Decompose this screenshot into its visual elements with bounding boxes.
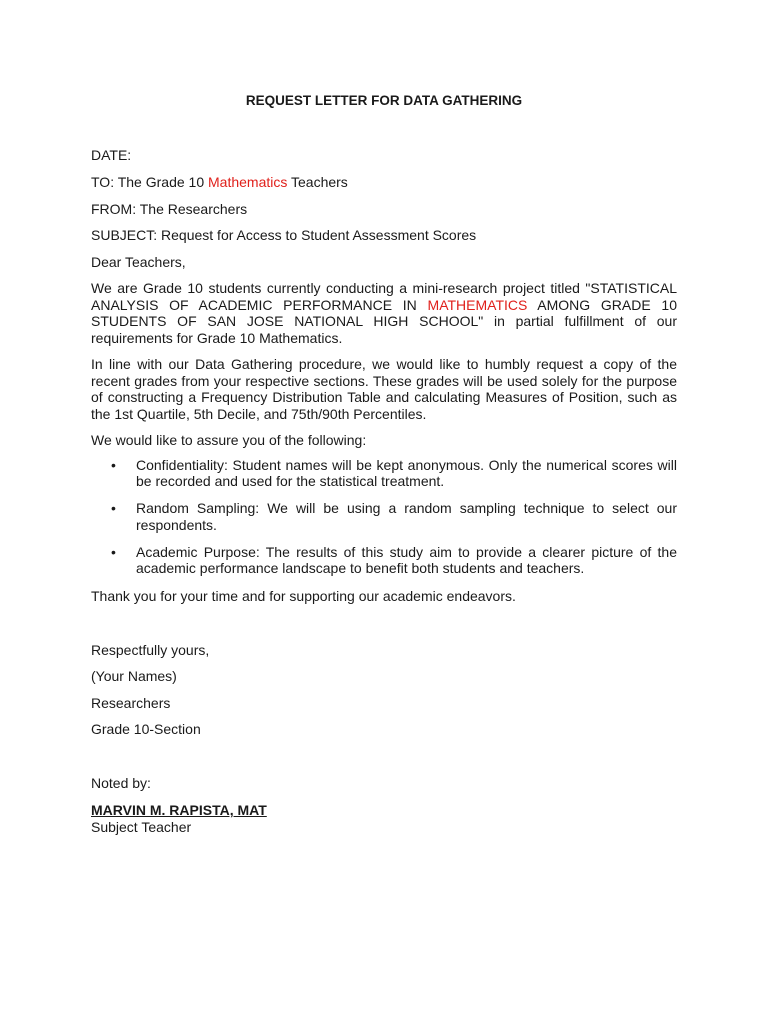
subject-line: SUBJECT: Request for Access to Student Assessment Scores [91,227,477,243]
bullet-icon: • [111,500,116,517]
role-line: Researchers [91,695,171,711]
list-item [91,457,677,489]
salutation: Dear Teachers, [91,254,186,270]
to-line [91,174,681,191]
from-line: FROM: The Researchers [91,201,248,217]
assurance-list [91,457,677,587]
list-item [91,500,677,532]
thanks-line: Thank you for your time and for supporting our academic endeavors. [91,588,516,604]
paragraph-request: In line with our Data Gathering procedure, we would like to humbly request a copy of the recent grades from your respective sections. These grades will be used solely for the purpose of constructing a Frequency Distribution Table and calculating Measures of Position, such as the 1st Quartile, 5th Decile, and 75th/90th Percentiles. [91,356,677,423]
paragraph-intro-suffix: AMONG GRADE 10 STUDENTS OF SAN JOSE NATIONAL HIGH SCHOOL" in partial fulfillment of our requirements for Grade 10 Mathematics. [91,296,677,347]
bullet-icon: • [111,457,116,473]
section-line: Grade 10-Section [91,721,201,737]
to-suffix: Teachers [287,174,348,190]
paragraph-intro-prefix: We are Grade 10 students currently conducting a mini-research project titled "STATISTICAL ANALYSIS OF ACADEMIC PERFORMANCE IN [91,280,677,313]
date-line: DATE: [91,147,132,163]
signatory-name: MARVIN M. RAPISTA, MAT [91,802,267,818]
list-item-text: Academic Purpose: The results of this study aim to provide a clearer picture of the academic performance landscape to benefit both students and teachers. [136,543,677,577]
paragraph-intro [91,280,677,347]
list-item [91,544,677,576]
closing-line: Respectfully yours, [91,642,210,658]
signatory-title: Subject Teacher [91,819,192,835]
names-line: (Your Names) [91,668,177,684]
list-item-text: Random Sampling: We will be using a random sampling technique to select our respondents. [136,500,677,533]
assurance-intro: We would like to assure you of the following: [91,432,367,448]
noted-by-label: Noted by: [91,775,151,791]
list-item-text: Confidentiality: Student names will be kept anonymous. Only the numerical scores will be recorded and used for the statistical treatment. [136,457,677,490]
bullet-icon: • [111,543,116,560]
paragraph-intro-highlight: MATHEMATICS [427,296,528,313]
letter-title: REQUEST LETTER FOR DATA GATHERING [245,93,523,108]
to-highlight: Mathematics [208,174,288,190]
to-prefix: TO: The Grade 10 [91,174,208,190]
